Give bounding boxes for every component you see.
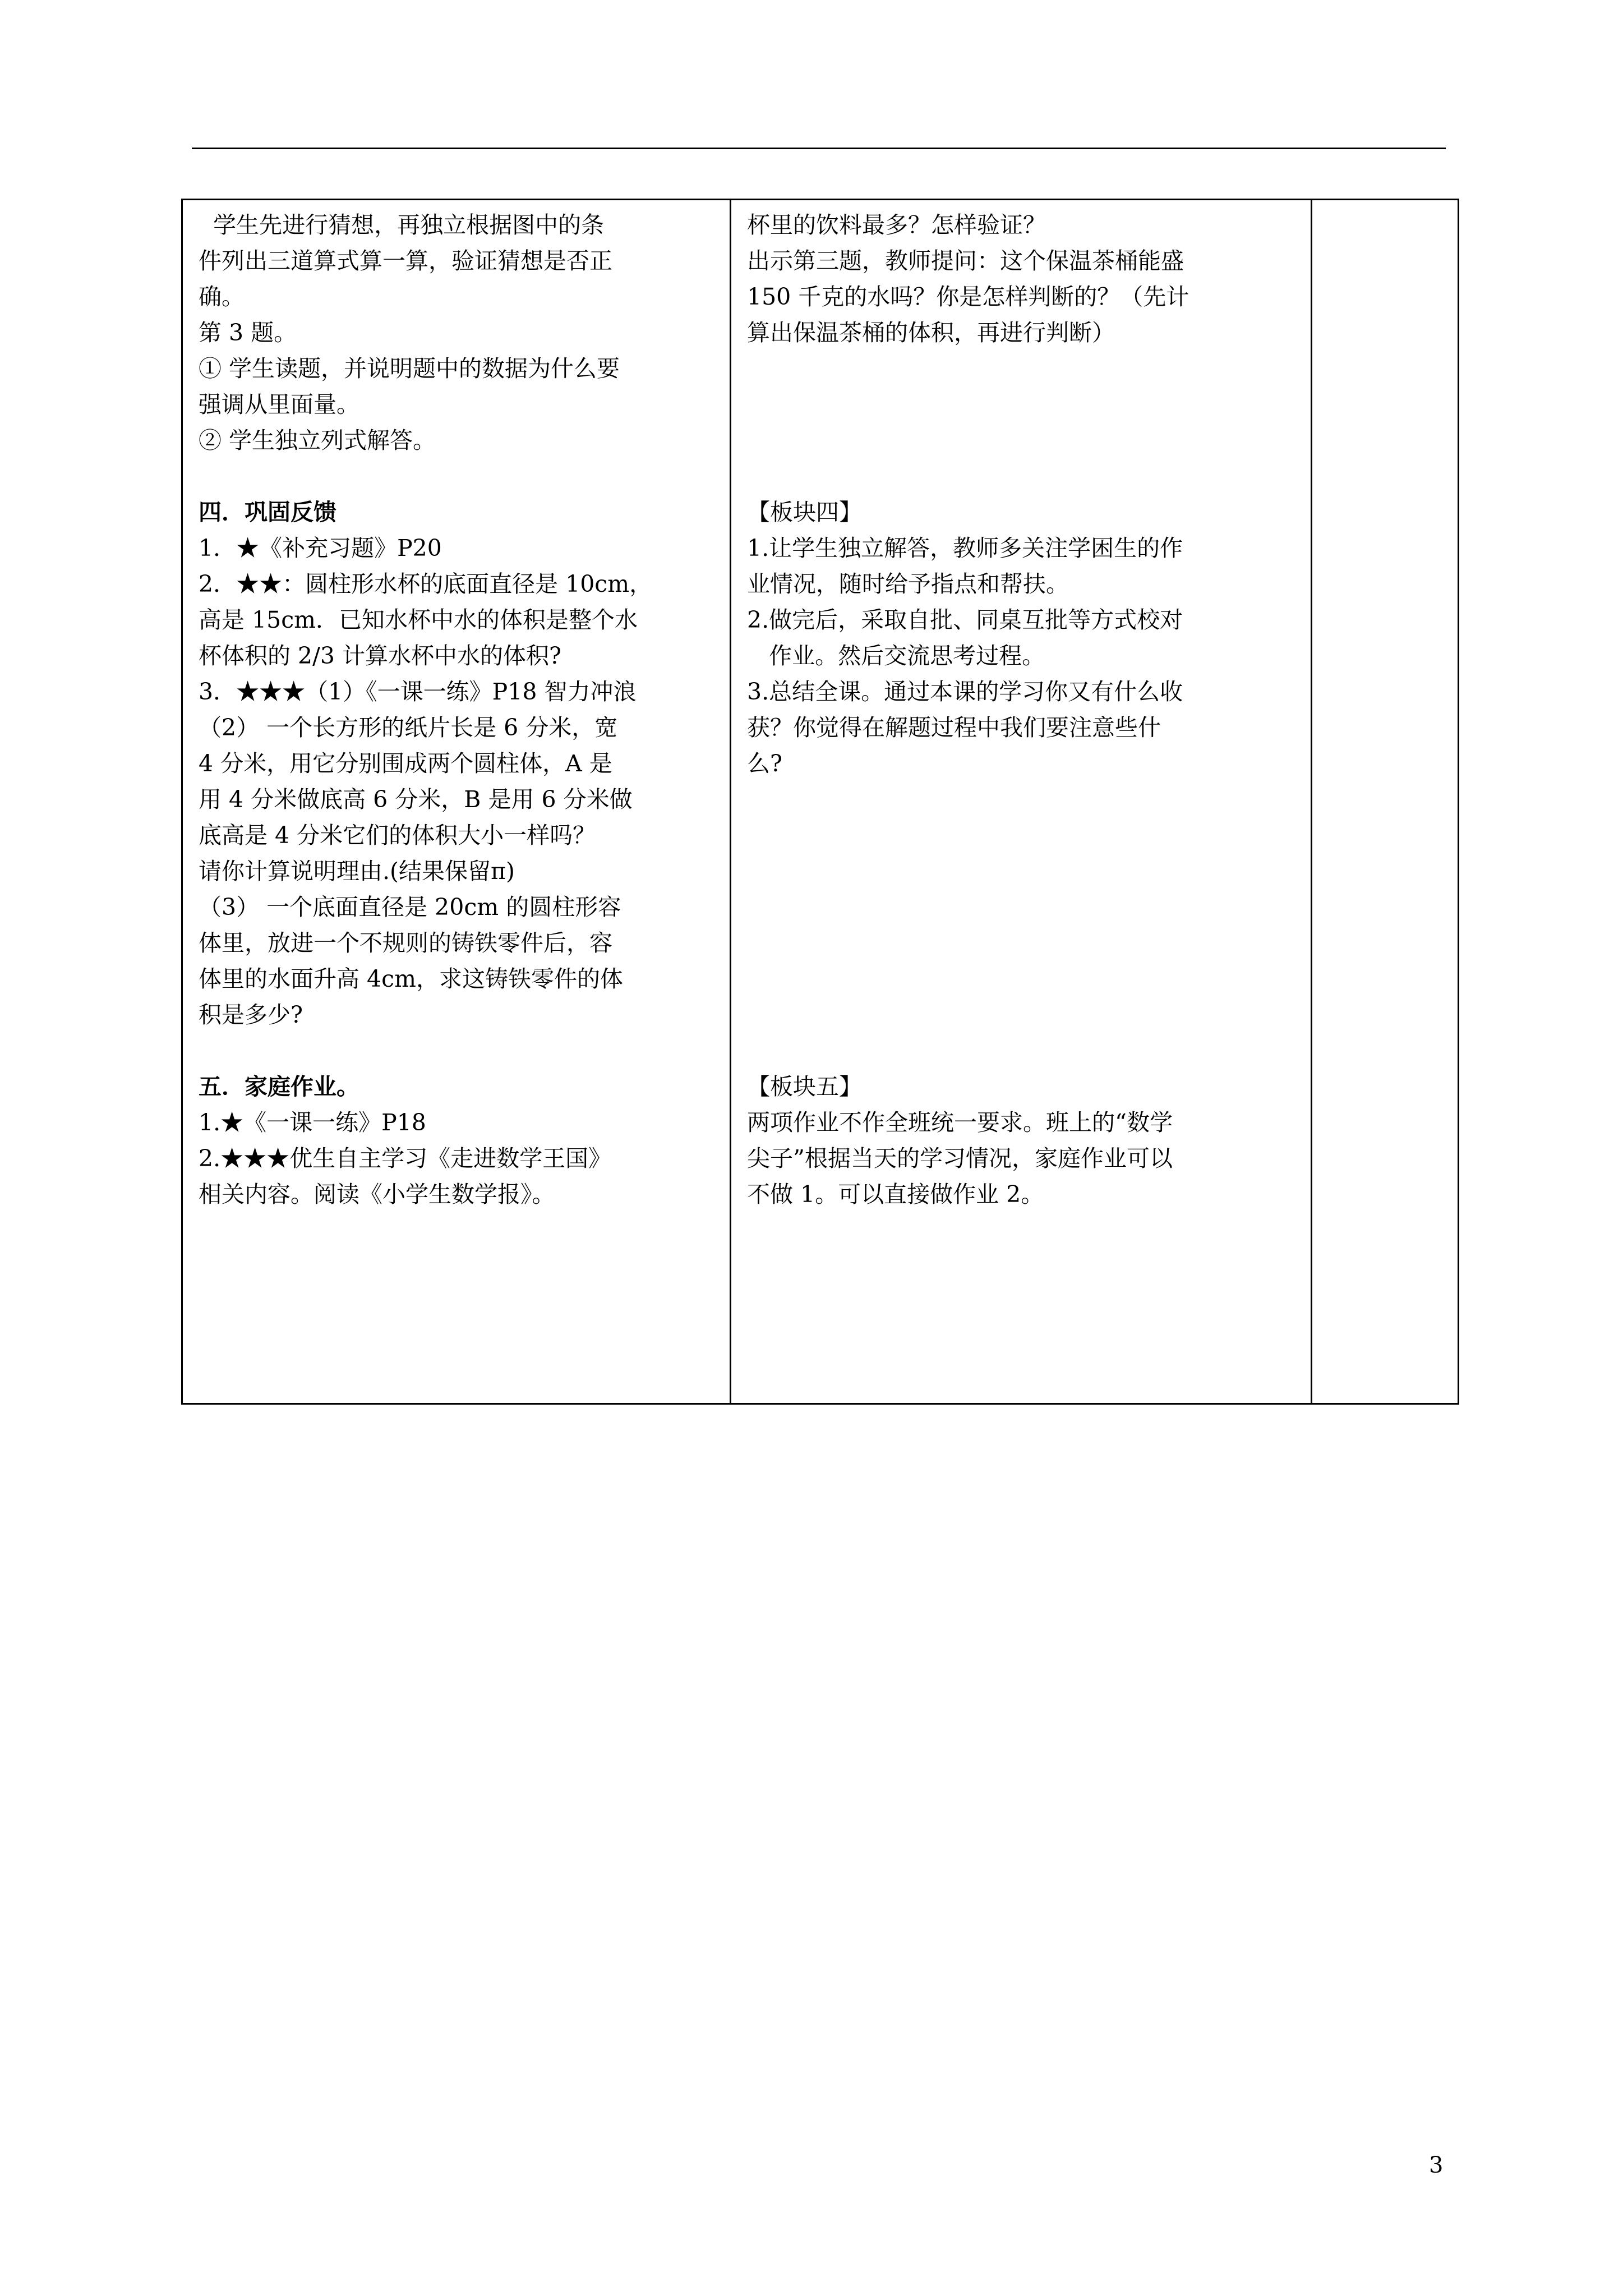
text-line: 请你计算说明理由.(结果保留π) [199,858,515,885]
notes-cell [1312,200,1459,1404]
spacer [747,853,1296,889]
spacer [747,889,1296,925]
page-number: 3 [1429,2152,1444,2178]
text-line: 高是 15cm．已知水杯中水的体积是整个水 [199,606,638,633]
block-heading: 【板块五】 [747,1073,862,1100]
text-line: 2.做完后，采取自批、同桌互批等方式校对 [747,606,1183,633]
spacer [747,1033,1296,1069]
text-line: 3．★★★（1）《一课一练》P18 智力冲浪 [199,678,637,705]
text-line: 业情况，随时给予指点和帮扶。 [747,570,1069,597]
spacer [747,458,1296,494]
section-heading: 四．巩固反馈 [199,499,336,526]
spacer [199,458,715,494]
text-line: 强调从里面量。 [199,391,359,418]
text-line: 获？你觉得在解题过程中我们要注意些什 [747,714,1161,741]
text-line: ① 学生读题，并说明题中的数据为什么要 [199,355,620,382]
text-line: 不做 1。可以直接做作业 2。 [747,1181,1044,1208]
text-line: 体里的水面升高 4cm，求这铸铁零件的体 [199,965,623,992]
text-line: 体里，放进一个不规则的铸铁零件后，容 [199,930,612,956]
text-line: 件列出三道算式算一算，验证猜想是否正 [199,247,612,274]
text-line: 积是多少? [199,1001,303,1028]
spacer [199,1033,715,1069]
spacer [747,817,1296,853]
text-line: 2.★★★优生自主学习《走进数学王国》 [199,1145,612,1172]
text-line: 底高是 4 分米它们的体积大小一样吗？ [199,822,596,849]
spacer [747,422,1296,458]
teacher-guidance-cell [731,200,1312,1404]
text-line: 杯里的饮料最多？怎样验证？ [747,211,1046,238]
text-line: 尖子”根据当天的学习情况，家庭作业可以 [747,1145,1173,1172]
table-row [182,200,1459,1404]
text-line: 1.★《一课一练》P18 [199,1109,426,1136]
text-line: 用 4 分米做底高 6 分米，B 是用 6 分米做 [199,786,633,813]
text-line: 学生先进行猜想，再独立根据图中的条 [199,211,605,238]
spacer [747,925,1296,961]
block-heading: 【板块四】 [747,499,862,526]
text-line: 1．★《补充习题》P20 [199,535,442,562]
student-activity-cell [182,200,731,1404]
spacer [747,997,1296,1033]
text-line: （3） 一个底面直径是 20cm 的圆柱形容 [199,894,621,921]
text-line: ② 学生独立列式解答。 [199,427,436,454]
text-line: 第 3 题。 [199,319,297,346]
section-heading: 五．家庭作业。 [199,1073,359,1100]
text-line: 么? [747,750,782,777]
text-line: 两项作业不作全班统一要求。班上的“数学 [747,1109,1173,1136]
text-line: 3.总结全课。通过本课的学习你又有什么收 [747,678,1183,705]
text-line: 杯体积的 2/3 计算水杯中水的体积? [199,642,562,669]
header-rule [192,148,1446,149]
text-line: 1.让学生独立解答，教师多关注学困生的作 [747,535,1183,562]
text-line: 2．★★：圆柱形水杯的底面直径是 10cm， [199,570,653,597]
spacer [747,781,1296,817]
text-line: 4 分米，用它分别围成两个圆柱体，A 是 [199,750,612,777]
spacer [747,351,1296,386]
text-line: 作业。然后交流思考过程。 [747,642,1045,669]
text-line: 算出保温茶桶的体积，再进行判断） [747,319,1115,346]
text-line: 出示第三题，教师提问：这个保温茶桶能盛 [747,247,1184,274]
spacer [747,961,1296,997]
lesson-plan-table [181,199,1459,1405]
text-line: 确。 [199,283,245,310]
text-line: 相关内容。阅读《小学生数学报》。 [199,1181,555,1208]
text-line: 150 千克的水吗？你是怎样判断的？（先计 [747,283,1189,310]
spacer [747,386,1296,422]
text-line: （2） 一个长方形的纸片长是 6 分米，宽 [199,714,618,741]
